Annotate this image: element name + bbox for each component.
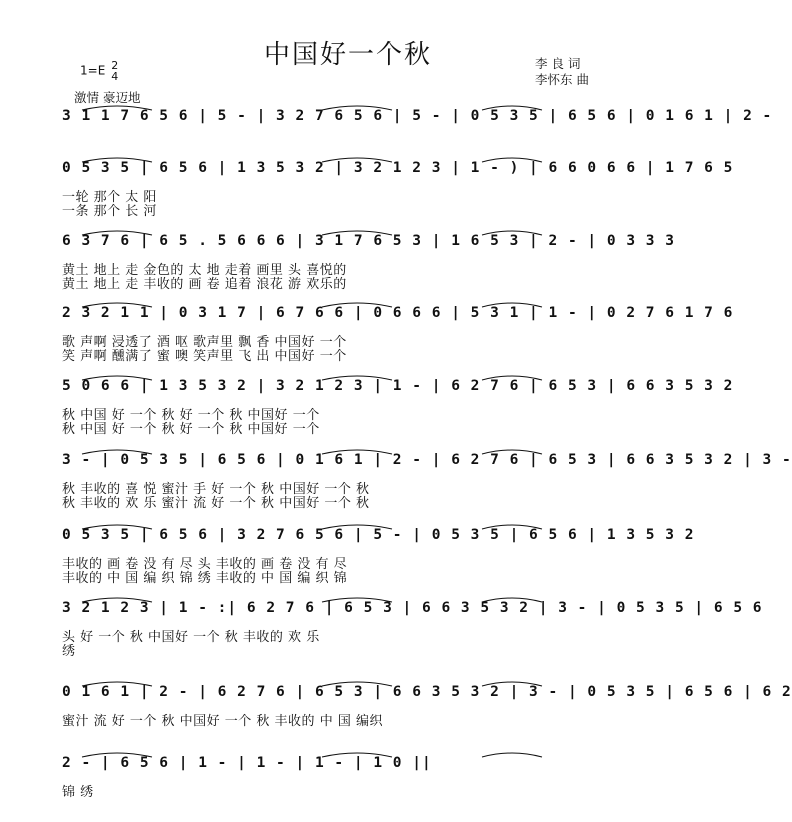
lyric-row: 绣 bbox=[62, 644, 76, 659]
score-line bbox=[62, 755, 628, 819]
slur-arc bbox=[482, 450, 542, 454]
credits bbox=[535, 56, 589, 88]
notation-row: 5 0 6 6 | 1 3 5 3 2 | 3 2 1 2 3 | 1 - | 6 2 7 6 | 6 5 3 | 6 6 3 5 3 2 bbox=[62, 378, 734, 394]
slur-marks bbox=[62, 684, 628, 704]
slur-arc bbox=[482, 303, 542, 307]
lyricist-credit: 李 良 词 bbox=[535, 56, 581, 71]
key-tonic: 1=E bbox=[80, 63, 106, 78]
slur-arc bbox=[82, 598, 152, 602]
slur-arc bbox=[82, 682, 152, 686]
lyric-row: 丰收的 中 国 编 织 锦 绣 丰收的 中 国 编 织 锦 bbox=[62, 571, 348, 586]
lyric-row: 丰收的 画 卷 没 有 尽 头 丰收的 画 卷 没 有 尽 bbox=[62, 557, 348, 572]
time-bottom: 4 bbox=[111, 70, 119, 83]
notation-row: 0 5 3 5 | 6 5 6 | 3 2 7 6 5 6 | 5 - | 0 5 3 5 | 6 5 6 | 1 3 5 3 2 bbox=[62, 527, 695, 543]
key-signature bbox=[80, 60, 118, 82]
slur-marks bbox=[62, 452, 628, 472]
lyric-row: 一轮 那个 太 阳 bbox=[62, 190, 157, 205]
notation-row: 3 2 1 2 3 | 1 - :| 6 2 7 6 | 6 5 3 | 6 6 3 5 3 2 | 3 - | 0 5 3 5 | 6 5 6 bbox=[62, 600, 763, 616]
slur-marks bbox=[62, 305, 628, 325]
slur-arc bbox=[322, 376, 392, 380]
lyric-row: 锦 绣 bbox=[62, 785, 94, 800]
score-line bbox=[62, 378, 734, 442]
slur-marks bbox=[62, 600, 628, 620]
composer-credit: 李怀东 曲 bbox=[535, 72, 589, 87]
slur-arc bbox=[82, 753, 152, 757]
song-title: 中国好一个秋 bbox=[263, 40, 432, 70]
lyric-row: 笑 声啊 醺满了 蜜 噢 笑声里 飞 出 中国好 一个 bbox=[62, 349, 347, 364]
score-line bbox=[62, 452, 792, 516]
slur-arc bbox=[322, 450, 392, 454]
slur-arc bbox=[82, 450, 152, 454]
slur-marks bbox=[62, 233, 628, 253]
score-line bbox=[62, 600, 763, 664]
notation-row: 3 1 1 7 6 5 6 | 5 - | 3 2 7 6 5 6 | 5 - | 0 5 3 5 | 6 5 6 | 0 1 6 1 | 2 - bbox=[62, 108, 773, 124]
notation-row: 2 - | 6 5 6 | 1 - | 1 - | 1 - | 1 0 || bbox=[62, 755, 432, 771]
slur-arc bbox=[482, 753, 542, 757]
slur-arc bbox=[82, 376, 152, 380]
score-line bbox=[62, 160, 734, 224]
notation-row: 2 3 2 1 1 | 0 3 1 7 | 6 7 6 6 | 0 6 6 6 | 5 3 1 | 1 - | 0 2 7 6 1 7 6 bbox=[62, 305, 734, 321]
lyric-row: 秋 中国 好 一个 秋 好 一个 秋 中国好 一个 bbox=[62, 422, 320, 437]
notation-row: 3 - | 0 5 3 5 | 6 5 6 | 0 1 6 1 | 2 - | 6 2 7 6 | 6 5 3 | 6 6 3 5 3 2 | 3 - bbox=[62, 452, 792, 468]
lyric-row: 一条 那个 长 河 bbox=[62, 204, 157, 219]
slur-arc bbox=[322, 231, 392, 235]
lyric-row: 歌 声啊 浸透了 酒 呕 歌声里 飘 香 中国好 一个 bbox=[62, 335, 347, 350]
notation-row: 0 1 6 1 | 2 - | 6 2 7 6 | 6 5 3 | 6 6 3 5 3 2 | 3 - | 0 5 3 5 | 6 5 6 | 6 2 bbox=[62, 684, 792, 700]
slur-arc bbox=[482, 231, 542, 235]
score-line bbox=[62, 527, 695, 591]
lyric-row: 黄土 地上 走 金色的 太 地 走着 画里 头 喜悦的 bbox=[62, 263, 347, 278]
slur-arc bbox=[482, 525, 542, 529]
slur-arc bbox=[82, 231, 152, 235]
slur-arc bbox=[322, 682, 392, 686]
slur-arc bbox=[82, 106, 152, 110]
slur-arc bbox=[82, 303, 152, 307]
lyric-row: 头 好 一个 秋 中国好 一个 秋 丰收的 欢 乐 bbox=[62, 630, 320, 645]
slur-marks bbox=[62, 108, 628, 128]
slur-marks bbox=[62, 378, 628, 398]
time-top: 2 bbox=[111, 59, 119, 72]
slur-marks bbox=[62, 160, 628, 180]
slur-arc bbox=[322, 303, 392, 307]
slur-arc bbox=[322, 525, 392, 529]
lyric-row: 秋 丰收的 欢 乐 蜜汁 流 好 一个 秋 中国好 一个 秋 bbox=[62, 496, 370, 511]
tempo-marking: 激情 豪迈地 bbox=[74, 90, 141, 105]
slur-arc bbox=[482, 598, 542, 602]
slur-arc bbox=[482, 376, 542, 380]
slur-arc bbox=[322, 598, 392, 602]
score-line bbox=[62, 684, 792, 748]
score-line bbox=[62, 305, 734, 369]
slur-marks bbox=[62, 755, 628, 775]
lyric-row: 秋 丰收的 喜 悦 蜜汁 手 好 一个 秋 中国好 一个 秋 bbox=[62, 482, 370, 497]
slur-marks bbox=[62, 527, 628, 547]
slur-arc bbox=[482, 106, 542, 110]
time-signature bbox=[111, 60, 118, 82]
notation-row: 0 5 3 5 | 6 5 6 | 1 3 5 3 2 | 3 2 1 2 3 | 1 - ) | 6 6 0 6 6 | 1 7 6 5 bbox=[62, 160, 734, 176]
slur-arc bbox=[482, 682, 542, 686]
slur-arc bbox=[322, 753, 392, 757]
lyric-row: 蜜汁 流 好 一个 秋 中国好 一个 秋 丰收的 中 国 编织 bbox=[62, 714, 383, 729]
notation-row: 6 3 7 6 | 6 5 . 5 6 6 6 | 3 1 7 6 5 3 | 1 6 5 3 | 2 - | 0 3 3 3 bbox=[62, 233, 675, 249]
slur-arc bbox=[82, 525, 152, 529]
lyric-row: 秋 中国 好 一个 秋 好 一个 秋 中国好 一个 bbox=[62, 408, 320, 423]
lyric-row: 黄土 地上 走 丰收的 画 卷 追着 浪花 游 欢乐的 bbox=[62, 277, 347, 292]
score-line bbox=[62, 233, 675, 297]
slur-arc bbox=[322, 106, 392, 110]
